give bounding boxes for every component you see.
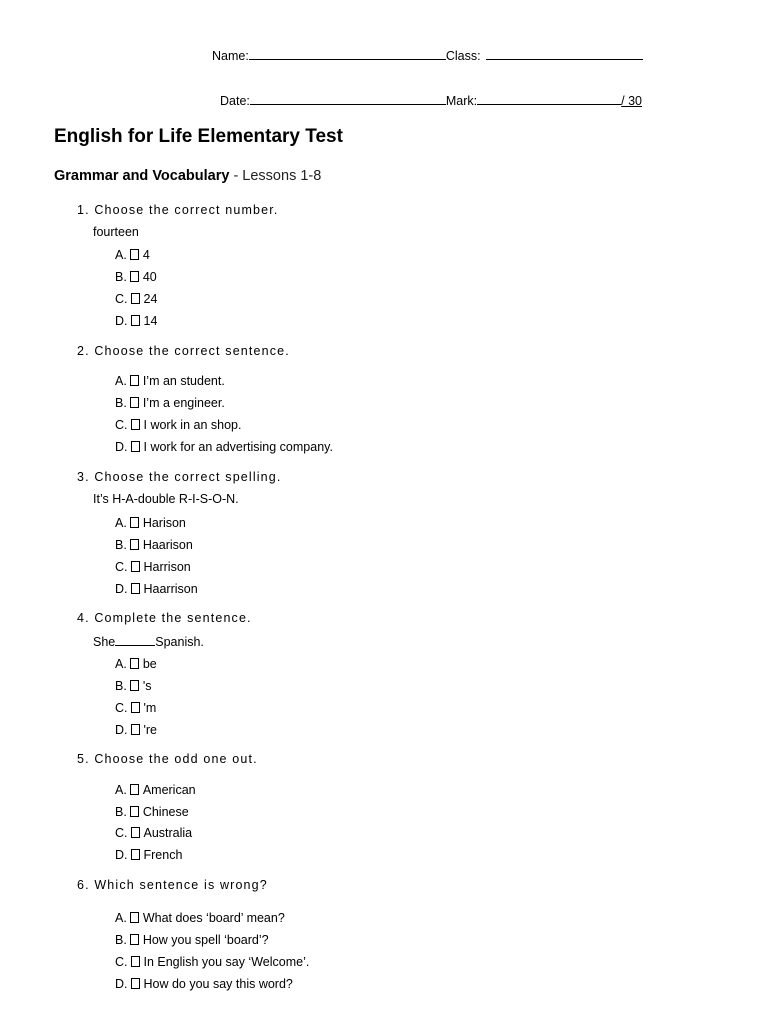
checkbox-icon[interactable] (130, 375, 139, 386)
question-5: 5. Choose the odd one out. (77, 752, 258, 766)
question-4-prompt: She Spanish. (93, 635, 204, 649)
option-3b[interactable]: B. Haarison (115, 538, 193, 552)
date-field[interactable] (250, 91, 446, 105)
option-2d[interactable]: D. I work for an advertising company. (115, 440, 333, 454)
class-label: Class: (445, 49, 481, 63)
date-label: Date: (220, 94, 250, 108)
question-6: 6. Which sentence is wrong? (77, 878, 268, 892)
mark-label: Mark: (445, 94, 478, 108)
question-3-prompt: It’s H-A-double R-I-S-O-N. (93, 492, 239, 506)
option-4b[interactable]: B. 's (115, 679, 152, 693)
checkbox-icon[interactable] (131, 724, 140, 735)
mark-field[interactable] (477, 91, 621, 105)
option-2b[interactable]: B. I’m a engineer. (115, 396, 225, 410)
option-5a[interactable]: A. American (115, 783, 196, 797)
mark-total: / 30 (621, 94, 642, 108)
checkbox-icon[interactable] (131, 583, 140, 594)
checkbox-icon[interactable] (131, 561, 140, 572)
option-5d[interactable]: D. French (115, 848, 183, 862)
question-1-prompt: fourteen (93, 225, 139, 239)
name-label: Name: (212, 49, 249, 63)
option-6a[interactable]: A. What does ‘board’ mean? (115, 911, 285, 925)
checkbox-icon[interactable] (131, 956, 140, 967)
question-1: 1. Choose the correct number. (77, 203, 279, 217)
section-heading-rest: - Lessons 1-8 (229, 168, 322, 184)
question-3: 3. Choose the correct spelling. (77, 470, 282, 484)
checkbox-icon[interactable] (130, 934, 139, 945)
checkbox-icon[interactable] (130, 539, 139, 550)
checkbox-icon[interactable] (131, 827, 140, 838)
option-2c[interactable]: C. I work in an shop. (115, 418, 242, 432)
question-2: 2. Choose the correct sentence. (77, 344, 290, 358)
checkbox-icon[interactable] (131, 702, 140, 713)
option-5b[interactable]: B. Chinese (115, 805, 189, 819)
checkbox-icon[interactable] (130, 397, 139, 408)
checkbox-icon[interactable] (130, 912, 139, 923)
option-4d[interactable]: D. 're (115, 723, 158, 737)
option-6c[interactable]: C. In English you say ‘Welcome’. (115, 955, 310, 969)
option-1a[interactable]: A. 4 (115, 248, 150, 262)
checkbox-icon[interactable] (131, 441, 140, 452)
page-title: English for Life Elementary Test (54, 126, 343, 147)
option-5c[interactable]: C. Australia (115, 826, 193, 840)
option-3c[interactable]: C. Harrison (115, 560, 191, 574)
option-4a[interactable]: A. be (115, 657, 157, 671)
name-field[interactable] (249, 46, 446, 60)
option-1d[interactable]: D. 14 (115, 314, 158, 328)
checkbox-icon[interactable] (130, 517, 139, 528)
checkbox-icon[interactable] (131, 849, 140, 860)
section-heading-bold: Grammar and Vocabulary (54, 168, 230, 184)
name-class-row (212, 46, 643, 63)
option-3a[interactable]: A. Harison (115, 516, 186, 530)
option-1c[interactable]: C. 24 (115, 292, 158, 306)
checkbox-icon[interactable] (130, 806, 139, 817)
checkbox-icon[interactable] (130, 784, 139, 795)
checkbox-icon[interactable] (130, 249, 139, 260)
checkbox-icon[interactable] (131, 293, 140, 304)
checkbox-icon[interactable] (131, 419, 140, 430)
option-3d[interactable]: D. Haarrison (115, 582, 198, 596)
class-field[interactable] (486, 46, 643, 60)
option-1b[interactable]: B. 40 (115, 270, 157, 284)
checkbox-icon[interactable] (130, 271, 139, 282)
option-6b[interactable]: B. How you spell ‘board’? (115, 933, 269, 947)
checkbox-icon[interactable] (130, 680, 139, 691)
question-4: 4. Complete the sentence. (77, 611, 252, 625)
option-4c[interactable]: C. 'm (115, 701, 157, 715)
option-2a[interactable]: A. I’m an student. (115, 374, 225, 388)
blank-field[interactable] (115, 633, 155, 646)
date-mark-row (220, 91, 642, 108)
checkbox-icon[interactable] (131, 978, 140, 989)
checkbox-icon[interactable] (131, 315, 140, 326)
section-heading (54, 168, 321, 184)
option-6d[interactable]: D. How do you say this word? (115, 977, 293, 991)
checkbox-icon[interactable] (130, 658, 139, 669)
